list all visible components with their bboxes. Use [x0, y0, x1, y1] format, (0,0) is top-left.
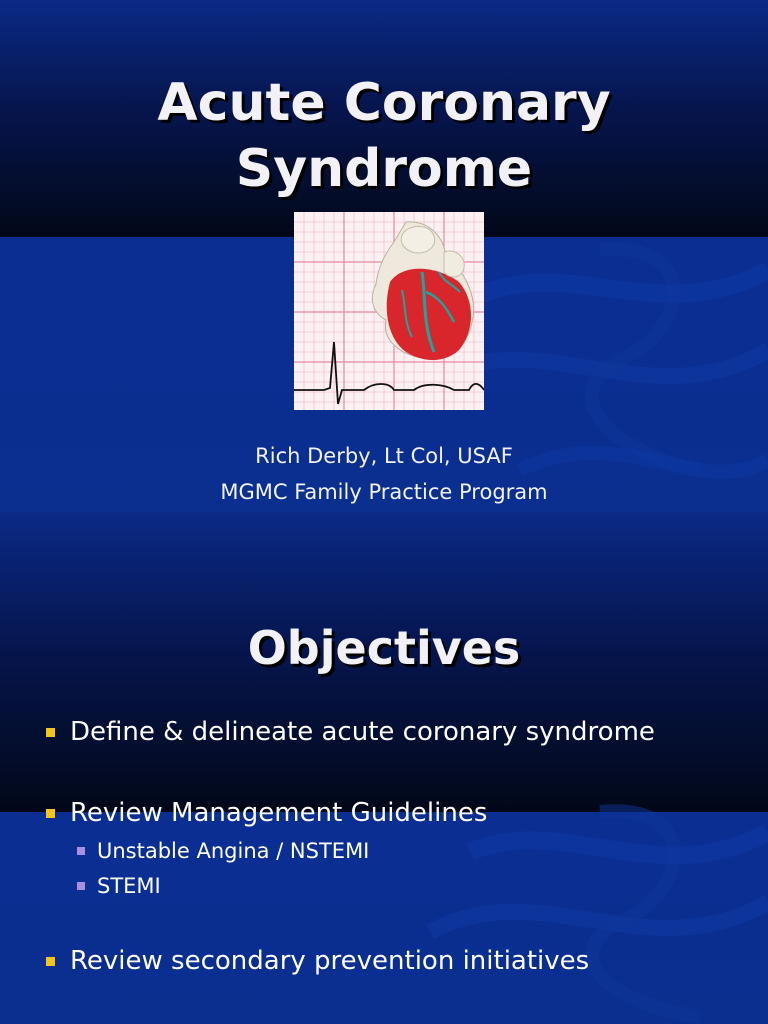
list-item: Review secondary prevention initiatives — [46, 944, 589, 978]
author-line: Rich Derby, Lt Col, USAF — [255, 444, 513, 468]
slide-2-title: Objectives — [247, 621, 521, 675]
sub-list-item: STEMI — [77, 871, 161, 901]
title-line-2: Syndrome — [235, 139, 533, 199]
title-line-1: Acute Coronary — [157, 73, 611, 133]
sub-list-item: Unstable Angina / NSTEMI — [77, 836, 369, 866]
list-item: Review Management Guidelines — [46, 796, 487, 830]
program-line: MGMC Family Practice Program — [220, 480, 548, 504]
list-item: Define & delineate acute coronary syndrome — [46, 715, 655, 749]
slide-title — [0, 70, 768, 202]
heart-ecg-image — [294, 212, 484, 410]
